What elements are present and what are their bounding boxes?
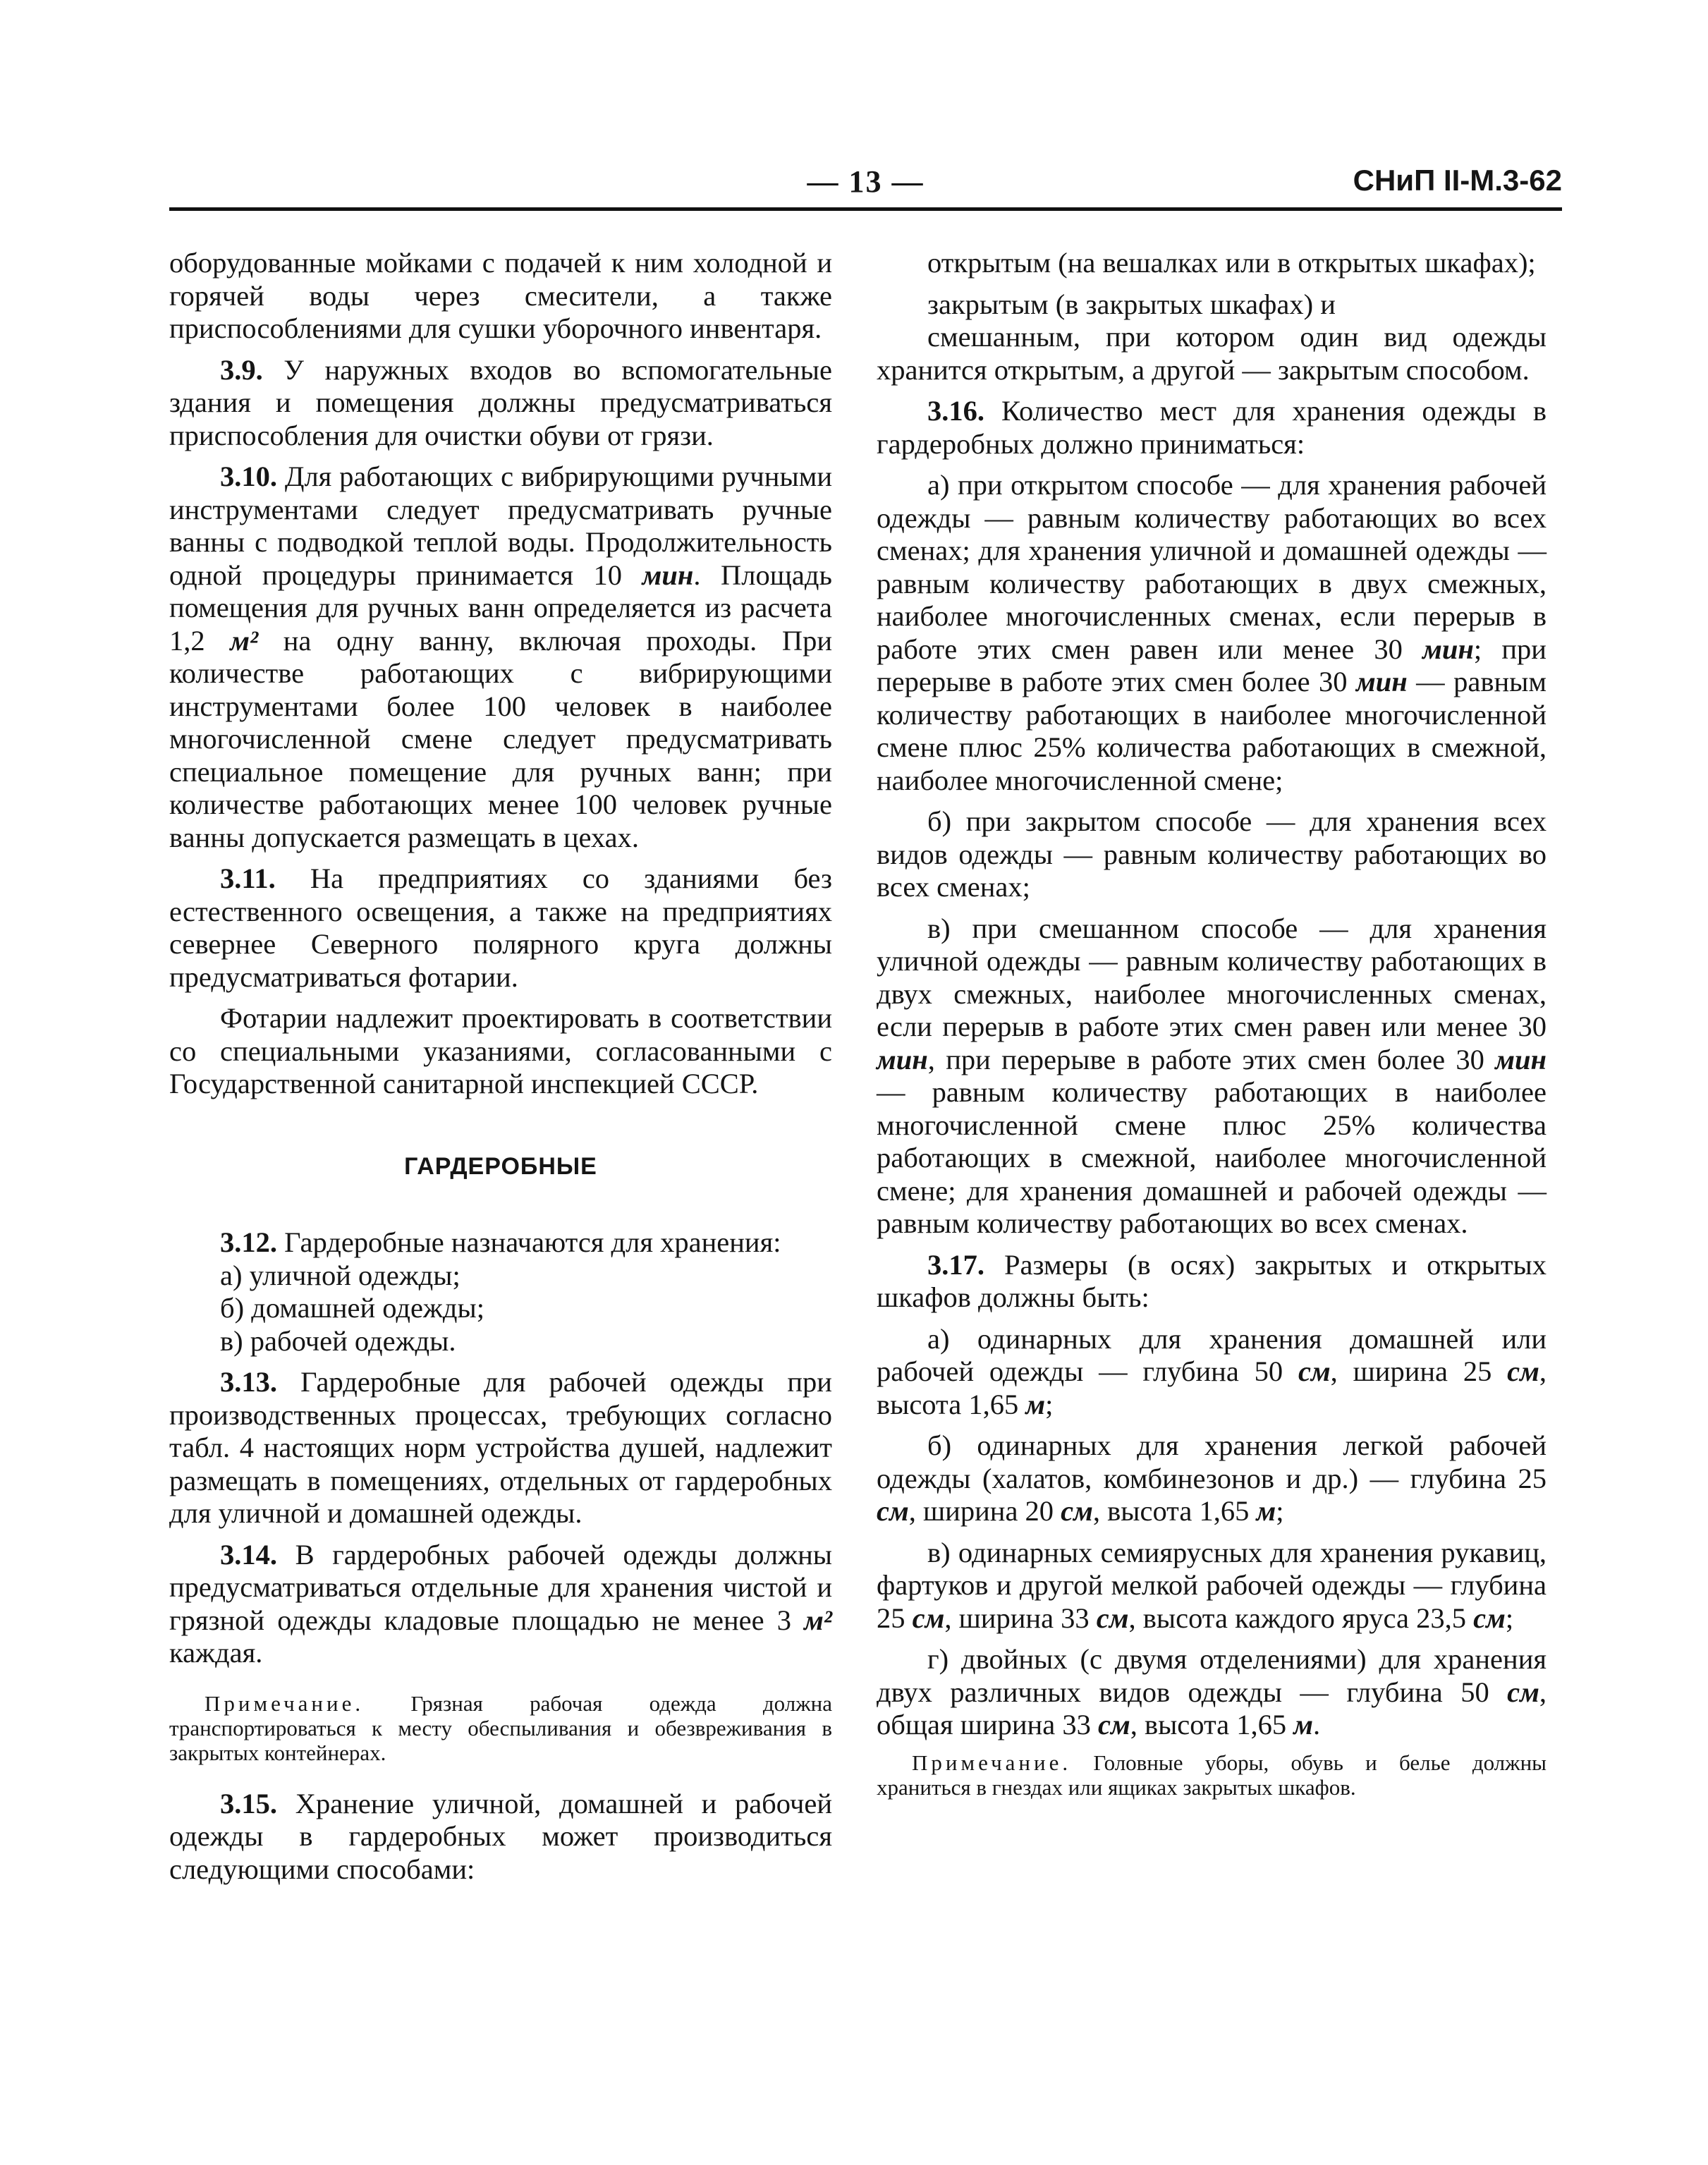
clause-3-16-b: б) при закрытом способе — для хранения всех видов одежды — равным количеству работающих во всех сменах; [877, 805, 1547, 903]
clause-number: 3.14. [220, 1538, 277, 1571]
clause-3-16-a: а) при открытом способе — для хранения рабочей одежды — равным количеству работающих во всех сменах; для хранения уличной и домашней одежды — равным количеству работающих в двух смежных, наиболее многочисленных сменах, если перерыв в работе этих смен равен или менее 30 мин; при перерыве в работе этих смен более 30 мин — равным количеству работающих в наиболее многочисленной смене плюс 25% количества работающих в смежной, наиболее многочисленной смене; [877, 469, 1547, 796]
clause-number: 3.12. [220, 1226, 277, 1258]
clause-3-17-b: б) одинарных для хранения легкой рабочей одежды (халатов, комбинезонов и др.) — глубина 25 см, ширина 20 см, высота 1,65 м; [877, 1429, 1547, 1527]
clause-number: 3.13. [220, 1366, 277, 1398]
clause-3-11: 3.11. На предприятиях со зданиями без естественного освещения, а также на предприятиях севернее Северного полярного круга должны предусматриваться фотарии. [169, 862, 832, 993]
clause-3-10: 3.10. Для работающих с вибрирующими ручными инструментами следует предусматривать ручные ванны с подводкой теплой воды. Продолжительность одной процедуры принимается 10 мин. Площадь помещения для ручных ванн определяется из расчета 1,2 м² на одну ванну, включая проходы. При количестве работающих с вибрирующими инструментами более 100 человек в наиболее многочисленной смене следует предусматривать специальное помещение для ручных ванн; при количестве работающих менее 100 человек ручные ванны допускается размещать в цехах. [169, 461, 833, 853]
clause-number: 3.15. [220, 1787, 277, 1819]
clause-3-17: 3.17. Размеры (в осях) закрытых и открытых шкафов должны быть: [877, 1248, 1547, 1313]
clause-3-17-d: г) двойных (с двумя отделениями) для хранения двух различных видов одежды — глубина 50 см, общая ширина 33 см, высота 1,65 м. [877, 1643, 1547, 1740]
note-dirty-clothes: Примечание. Грязная рабочая одежда должна транспортироваться к месту обеспыливания и обезвреживания в закрытых контейнерах. [169, 1690, 832, 1765]
page-header [169, 164, 1562, 209]
clause-number: 3.11. [220, 862, 276, 894]
clause-3-14: 3.14. В гардеробных рабочей одежды должны предусматриваться отдельные для хранения чистой и грязной одежды кладовые площадью не менее 3 м² каждая. [169, 1538, 832, 1669]
storage-method-open: открытым (на вешалках или в открытых шкафах); [927, 247, 1536, 279]
note-label: Примечание. [205, 1690, 365, 1716]
page-number: — 13 — [807, 164, 925, 199]
clause-number: 3.16. [927, 395, 984, 427]
clause-3-16-c: в) при смешанном способе — для хранения уличной одежды — равным количеству работающих в двух смежных, наиболее многочисленных сменах, если перерыв в работе этих смен равен или менее 30 мин, при перерыве в работе этих смен более 30 мин — равным количеству работающих в наиболее многочисленной смене плюс 25% количества работающих в смежной, наиболее многочисленной смене; для хранения домашней и рабочей одежды — равным количеству работающих во всех сменах. [877, 912, 1547, 1239]
clause-3-15: 3.15. Хранение уличной, домашней и рабочей одежды в гардеробных может производиться следующими способами: [169, 1787, 832, 1885]
right-column [877, 247, 1547, 1822]
paragraph-fotarii: Фотарии надлежит проектировать в соответствии со специальными указаниями, согласованными с Государственной санитарной инспекцией СССР. [169, 1002, 832, 1099]
clause-3-16: 3.16. Количество мест для хранения одежды в гардеробных должно приниматься: [877, 395, 1547, 460]
list-item: б) домашней одежды; [220, 1292, 484, 1324]
storage-method-mixed: смешанным, при котором один вид одежды хранится открытым, а другой — закрытым способом. [877, 321, 1547, 386]
document-code: СНиП II-М.3-62 [1353, 164, 1562, 197]
clause-3-13: 3.13. Гардеробные для рабочей одежды при производственных процессах, требующих согласно табл. 4 настоящих норм устройства душей, надлежит размещать в помещениях, отдельных от гардеробных для уличной и домашней одежды. [169, 1366, 832, 1529]
clause-number: 3.17. [927, 1248, 984, 1281]
list-item: а) уличной одежды; [220, 1259, 460, 1291]
note-label: Примечание. [912, 1750, 1072, 1775]
section-heading: ГАРДЕРОБНЫЕ [404, 1152, 597, 1180]
paragraph-continuation: оборудованные мойками с подачей к ним холодной и горячей воды через смесители, а также приспособлениями для сушки уборочного инвентаря. [169, 247, 832, 344]
clause-3-17-a: а) одинарных для хранения домашней или рабочей одежды — глубина 50 см, ширина 25 см, высота 1,65 м; [877, 1322, 1547, 1420]
list-item: в) рабочей одежды. [220, 1324, 456, 1357]
clause-number: 3.9. [220, 353, 263, 386]
header-rule [169, 207, 1562, 211]
clause-3-9: 3.9. У наружных входов во вспомогательные здания и помещения должны предусматриваться приспособления для очистки обуви от грязи. [169, 353, 832, 451]
clause-number: 3.10. [220, 461, 277, 492]
note-headwear: Примечание. Головные уборы, обувь и белье должны храниться в гнездах или ящиках закрытых шкафов. [877, 1750, 1547, 1800]
storage-method-closed: закрытым (в закрытых шкафах) и [927, 288, 1336, 320]
left-column [169, 247, 832, 1894]
clause-3-17-c: в) одинарных семиярусных для хранения рукавиц, фартуков и другой мелкой рабочей одежды — глубина 25 см, ширина 33 см, высота каждого яруса 23,5 см; [877, 1536, 1547, 1634]
clause-3-12: 3.12. Гардеробные назначаются для хранения: [220, 1226, 781, 1258]
